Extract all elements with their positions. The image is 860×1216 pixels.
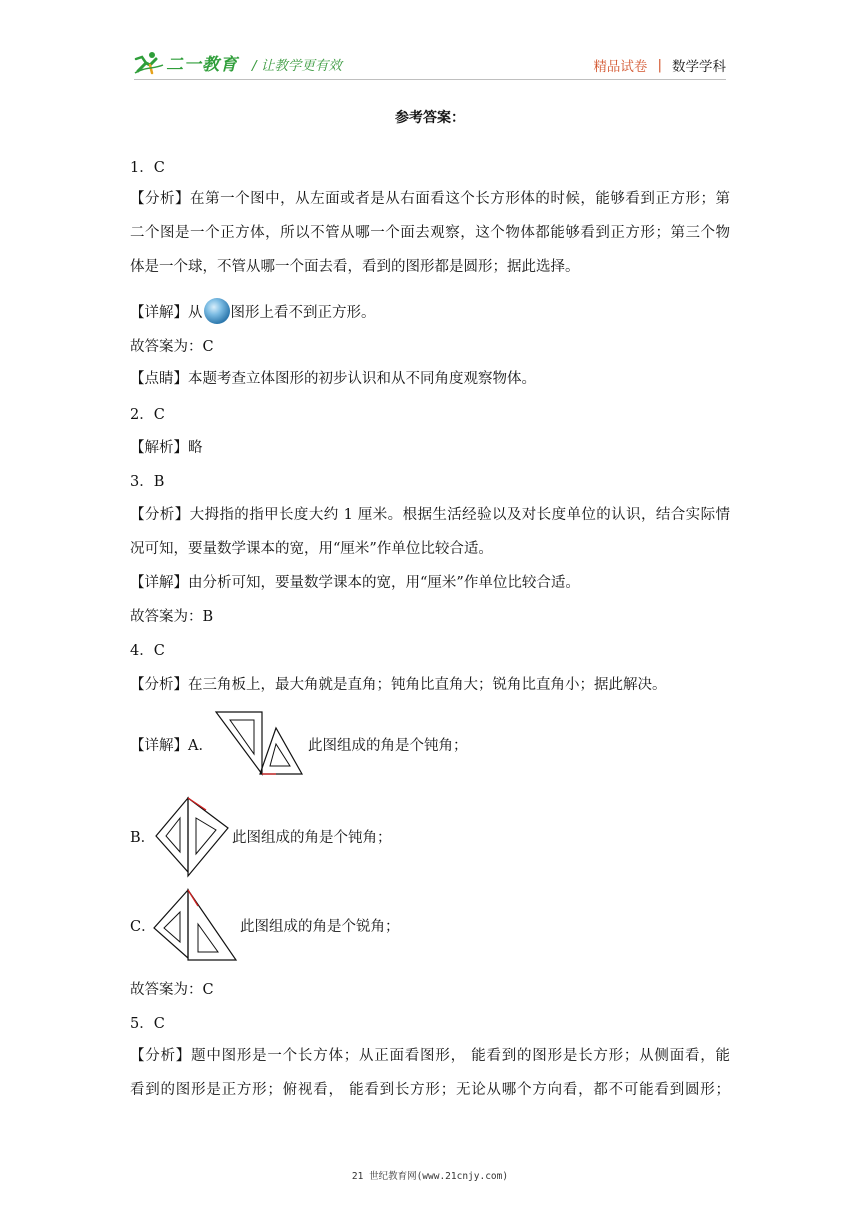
q4-option-a-text: 此图组成的角是个钝角；: [308, 738, 468, 754]
q4-option-a-prefix: 【详解】A．: [130, 738, 213, 754]
q4-analysis: 【分析】在三角板上，最大角就是直角；钝角比直角大；锐角比直角小；据此解决。: [130, 677, 667, 693]
brand-label: 精品试卷: [593, 59, 648, 75]
q5-number: 5．C: [130, 1016, 165, 1032]
q4-option-c-prefix: C．: [130, 919, 156, 935]
runner-logo-icon: [134, 51, 164, 75]
header-right: [593, 55, 726, 75]
q1-detail: [130, 297, 730, 325]
q4-option-c-text: 此图组成的角是个锐角；: [240, 919, 400, 935]
set-square-figure-c: [152, 888, 240, 964]
q1-detail-suffix: 图形上看不到正方形。: [230, 305, 376, 321]
set-square-figure-a: [214, 710, 306, 782]
page-header: [0, 0, 860, 90]
logo: [134, 50, 238, 75]
page-footer: 21 世纪教育网(www.21cnjy.com): [351, 1171, 509, 1182]
sphere-icon: [203, 297, 231, 325]
q5-analysis-line-1: 【分析】题中图形是一个长方体；从正面看图形， 能看到的图形是长方形；从侧面看，能: [130, 1048, 730, 1064]
set-square-figure-b: [154, 796, 230, 878]
q1-answer: 故答案为：C: [130, 339, 214, 355]
q1-analysis-line-1: 【分析】在第一个图中，从左面或者是从右面看这个长方形体的时候，能够看到正方形；第: [130, 191, 730, 207]
slogan: / 让教学更有效: [252, 58, 342, 74]
q2-analysis: 【解析】略: [130, 440, 203, 456]
q3-analysis-line-2: 况可知，要量数学课本的宽，用“厘米”作单位比较合适。: [130, 541, 493, 557]
logo-text: 二一教育: [166, 55, 238, 75]
q3-detail: 【详解】由分析可知，要量数学课本的宽，用“厘米”作单位比较合适。: [130, 575, 580, 591]
q1-number: 1．C: [130, 160, 165, 176]
q1-comment: 【点睛】本题考查立体图形的初步认识和从不同角度观察物体。: [130, 371, 536, 387]
page-title: 参考答案：: [395, 110, 465, 126]
q4-number: 4．C: [130, 643, 165, 659]
q1-analysis-line-2: 二个图是一个正方体，所以不管从哪一个面去观察，这个物体都能够看到正方形；第三个物: [130, 225, 730, 241]
q4-option-b-prefix: B．: [130, 830, 156, 846]
q4-answer: 故答案为：C: [130, 982, 214, 998]
q4-option-b-text: 此图组成的角是个钝角；: [232, 830, 392, 846]
q1-analysis-line-3: 体是一个球，不管从哪一个面去看，看到的图形都是圆形；据此选择。: [130, 259, 580, 275]
q2-number: 2．C: [130, 407, 165, 423]
header-separator: |: [657, 57, 662, 73]
subject-label: 数学学科: [672, 59, 726, 75]
q5-analysis-line-2: 看到的图形是正方形；俯视看， 能看到长方形；无论从哪个方向看，都不可能看到圆形；: [130, 1082, 730, 1098]
header-divider: [134, 79, 726, 80]
q3-analysis-line-1: 【分析】大拇指的指甲长度大约 1 厘米。根据生活经验以及对长度单位的认识，结合实际情: [130, 507, 730, 523]
q1-detail-prefix: 【详解】从: [130, 305, 203, 321]
q3-answer: 故答案为：B: [130, 609, 214, 625]
q3-number: 3．B: [130, 474, 165, 490]
